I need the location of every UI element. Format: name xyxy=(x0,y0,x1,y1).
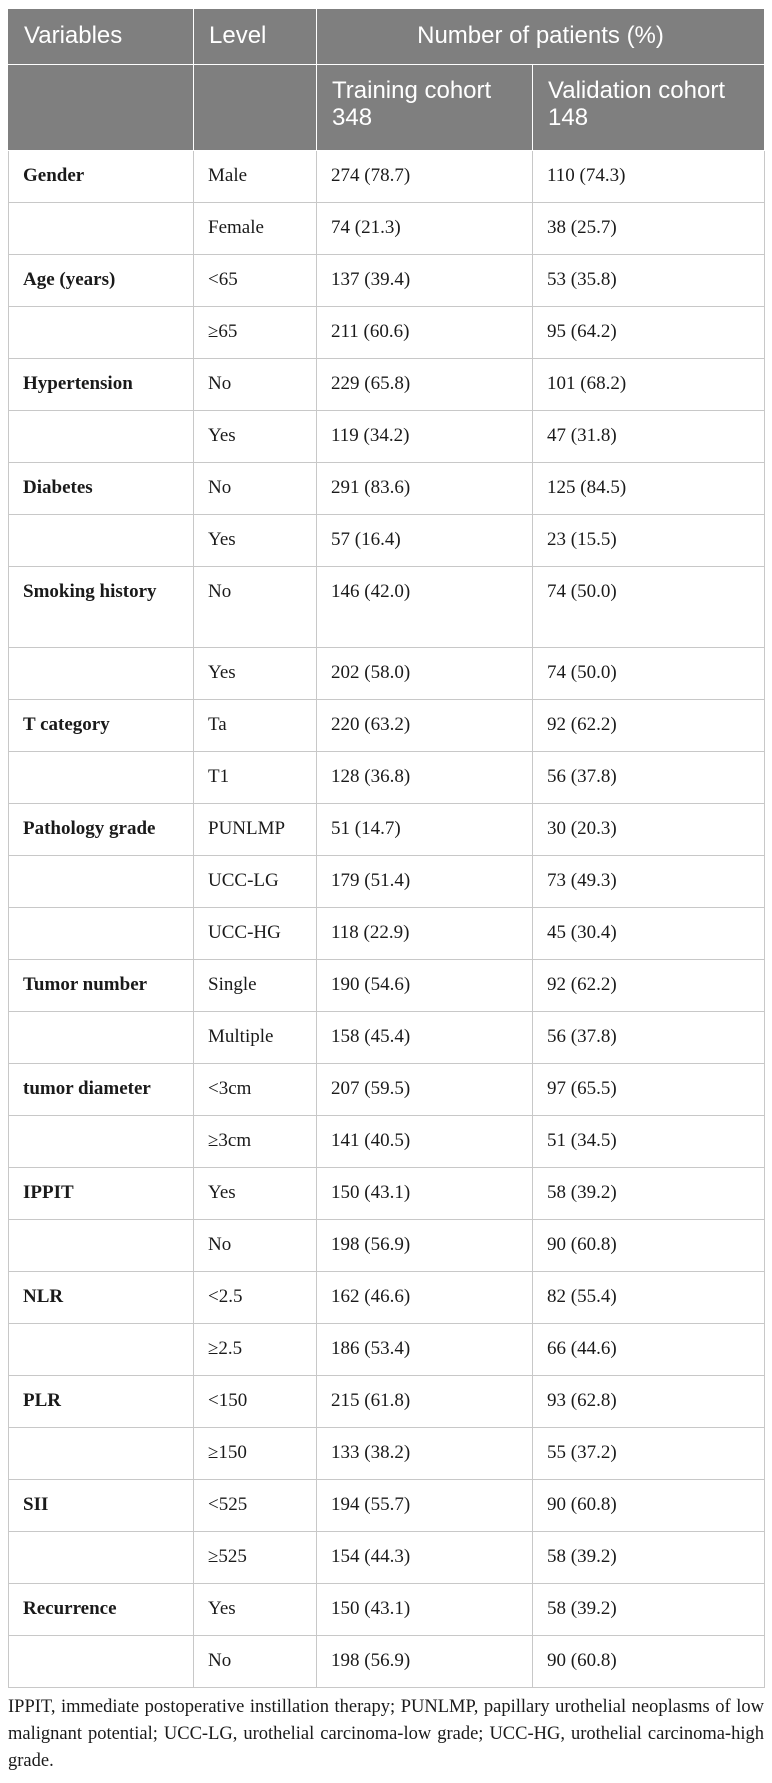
table-row xyxy=(9,1636,765,1688)
cell-level: Yes xyxy=(194,411,317,463)
cell-training-cohort: 198 (56.9) xyxy=(317,1220,533,1272)
cell-validation-cohort: 51 (34.5) xyxy=(533,1116,765,1168)
cell-training-cohort: 211 (60.6) xyxy=(317,307,533,359)
cell-validation-cohort: 95 (64.2) xyxy=(533,307,765,359)
cell-level: UCC-LG xyxy=(194,856,317,908)
table-row xyxy=(9,856,765,908)
cell-level: ≥65 xyxy=(194,307,317,359)
table-row xyxy=(9,700,765,752)
cell-variable: Gender xyxy=(9,151,194,203)
cell-training-cohort: 190 (54.6) xyxy=(317,960,533,1012)
cell-level: No xyxy=(194,359,317,411)
cell-training-cohort: 162 (46.6) xyxy=(317,1272,533,1324)
cell-training-cohort: 133 (38.2) xyxy=(317,1428,533,1480)
cell-training-cohort: 51 (14.7) xyxy=(317,804,533,856)
header-validation-cohort xyxy=(533,65,765,151)
cell-training-cohort: 274 (78.7) xyxy=(317,151,533,203)
cell-training-cohort: 198 (56.9) xyxy=(317,1636,533,1688)
cell-validation-cohort: 47 (31.8) xyxy=(533,411,765,463)
table-row xyxy=(9,203,765,255)
cell-level: Yes xyxy=(194,1584,317,1636)
table-body xyxy=(9,151,765,1688)
cell-level: Multiple xyxy=(194,1012,317,1064)
cell-variable xyxy=(9,1012,194,1064)
cell-variable: Diabetes xyxy=(9,463,194,515)
cell-level: PUNLMP xyxy=(194,804,317,856)
cell-validation-cohort: 58 (39.2) xyxy=(533,1532,765,1584)
table-row xyxy=(9,359,765,411)
cell-validation-cohort: 38 (25.7) xyxy=(533,203,765,255)
cell-variable xyxy=(9,1324,194,1376)
cell-level: No xyxy=(194,1220,317,1272)
header-empty-2 xyxy=(194,65,317,151)
cell-level: <150 xyxy=(194,1376,317,1428)
cell-variable: Recurrence xyxy=(9,1584,194,1636)
cell-validation-cohort: 92 (62.2) xyxy=(533,700,765,752)
cell-level: ≥2.5 xyxy=(194,1324,317,1376)
cell-variable xyxy=(9,203,194,255)
cell-training-cohort: 179 (51.4) xyxy=(317,856,533,908)
cell-level: No xyxy=(194,1636,317,1688)
cell-training-cohort: 74 (21.3) xyxy=(317,203,533,255)
cell-level: Single xyxy=(194,960,317,1012)
cell-training-cohort: 186 (53.4) xyxy=(317,1324,533,1376)
table-row xyxy=(9,908,765,960)
cell-training-cohort: 291 (83.6) xyxy=(317,463,533,515)
cell-variable: PLR xyxy=(9,1376,194,1428)
cell-validation-cohort: 58 (39.2) xyxy=(533,1584,765,1636)
cell-validation-cohort: 30 (20.3) xyxy=(533,804,765,856)
cell-training-cohort: 207 (59.5) xyxy=(317,1064,533,1116)
table-row xyxy=(9,1584,765,1636)
cell-training-cohort: 128 (36.8) xyxy=(317,752,533,804)
cell-training-cohort: 137 (39.4) xyxy=(317,255,533,307)
cell-level: Yes xyxy=(194,1168,317,1220)
cell-variable: Smoking history xyxy=(9,567,194,648)
cell-variable: tumor diameter xyxy=(9,1064,194,1116)
cell-validation-cohort: 92 (62.2) xyxy=(533,960,765,1012)
cell-training-cohort: 154 (44.3) xyxy=(317,1532,533,1584)
cell-training-cohort: 229 (65.8) xyxy=(317,359,533,411)
cell-training-cohort: 146 (42.0) xyxy=(317,567,533,648)
header-number-of-patients: Number of patients (%) xyxy=(317,9,765,65)
table-row xyxy=(9,567,765,648)
cell-variable xyxy=(9,856,194,908)
cell-variable: T category xyxy=(9,700,194,752)
cell-training-cohort: 215 (61.8) xyxy=(317,1376,533,1428)
cell-validation-cohort: 56 (37.8) xyxy=(533,752,765,804)
cell-validation-cohort: 125 (84.5) xyxy=(533,463,765,515)
cell-training-cohort: 119 (34.2) xyxy=(317,411,533,463)
validation-cohort-label: Validation cohort xyxy=(548,77,725,104)
cell-validation-cohort: 74 (50.0) xyxy=(533,567,765,648)
cell-variable xyxy=(9,908,194,960)
cell-variable: SII xyxy=(9,1480,194,1532)
cell-level: UCC-HG xyxy=(194,908,317,960)
cell-level: <3cm xyxy=(194,1064,317,1116)
cell-level: ≥3cm xyxy=(194,1116,317,1168)
cell-validation-cohort: 55 (37.2) xyxy=(533,1428,765,1480)
header-training-cohort xyxy=(317,65,533,151)
header-empty-1 xyxy=(9,65,194,151)
header-level: Level xyxy=(194,9,317,65)
header-row-2 xyxy=(9,65,765,151)
cell-level: <2.5 xyxy=(194,1272,317,1324)
cell-level: No xyxy=(194,463,317,515)
cell-validation-cohort: 93 (62.8) xyxy=(533,1376,765,1428)
cell-validation-cohort: 23 (15.5) xyxy=(533,515,765,567)
cell-training-cohort: 118 (22.9) xyxy=(317,908,533,960)
cell-validation-cohort: 66 (44.6) xyxy=(533,1324,765,1376)
cell-variable: Pathology grade xyxy=(9,804,194,856)
cell-validation-cohort: 82 (55.4) xyxy=(533,1272,765,1324)
table-row xyxy=(9,1272,765,1324)
cell-variable xyxy=(9,752,194,804)
cell-variable xyxy=(9,1532,194,1584)
validation-cohort-n: 148 xyxy=(548,104,589,131)
cell-validation-cohort: 110 (74.3) xyxy=(533,151,765,203)
header-variables: Variables xyxy=(9,9,194,65)
cell-validation-cohort: 74 (50.0) xyxy=(533,648,765,700)
table-row xyxy=(9,752,765,804)
cell-variable xyxy=(9,1428,194,1480)
table-row xyxy=(9,1532,765,1584)
cell-training-cohort: 150 (43.1) xyxy=(317,1168,533,1220)
header-row-1 xyxy=(9,9,765,65)
cell-level: ≥525 xyxy=(194,1532,317,1584)
cell-validation-cohort: 73 (49.3) xyxy=(533,856,765,908)
cell-training-cohort: 57 (16.4) xyxy=(317,515,533,567)
table-row xyxy=(9,1116,765,1168)
cell-variable xyxy=(9,1220,194,1272)
cell-level: Yes xyxy=(194,515,317,567)
table-row xyxy=(9,411,765,463)
cell-variable xyxy=(9,1116,194,1168)
cell-level: Male xyxy=(194,151,317,203)
cell-level: <525 xyxy=(194,1480,317,1532)
cell-variable xyxy=(9,515,194,567)
cell-training-cohort: 220 (63.2) xyxy=(317,700,533,752)
cell-validation-cohort: 53 (35.8) xyxy=(533,255,765,307)
cell-validation-cohort: 90 (60.8) xyxy=(533,1220,765,1272)
table-row xyxy=(9,1168,765,1220)
cell-level: Yes xyxy=(194,648,317,700)
training-cohort-label: Training cohort xyxy=(332,77,492,104)
cell-level: No xyxy=(194,567,317,648)
cell-variable: Age (years) xyxy=(9,255,194,307)
cell-validation-cohort: 90 (60.8) xyxy=(533,1636,765,1688)
table-row xyxy=(9,1428,765,1480)
cell-level: <65 xyxy=(194,255,317,307)
cell-variable: Hypertension xyxy=(9,359,194,411)
table-row xyxy=(9,960,765,1012)
cell-validation-cohort: 45 (30.4) xyxy=(533,908,765,960)
cell-training-cohort: 194 (55.7) xyxy=(317,1480,533,1532)
table-row xyxy=(9,1012,765,1064)
cell-training-cohort: 158 (45.4) xyxy=(317,1012,533,1064)
patient-characteristics-table-container xyxy=(8,8,764,1688)
table-row xyxy=(9,307,765,359)
cell-variable: IPPIT xyxy=(9,1168,194,1220)
cell-level: Female xyxy=(194,203,317,255)
cell-variable xyxy=(9,411,194,463)
cell-variable xyxy=(9,1636,194,1688)
table-row xyxy=(9,804,765,856)
table-row xyxy=(9,648,765,700)
cell-level: T1 xyxy=(194,752,317,804)
table-row xyxy=(9,1376,765,1428)
table-row xyxy=(9,1064,765,1116)
cell-validation-cohort: 97 (65.5) xyxy=(533,1064,765,1116)
table-row xyxy=(9,1220,765,1272)
cell-variable: Tumor number xyxy=(9,960,194,1012)
table-row xyxy=(9,463,765,515)
cell-variable xyxy=(9,648,194,700)
cell-training-cohort: 202 (58.0) xyxy=(317,648,533,700)
cell-validation-cohort: 101 (68.2) xyxy=(533,359,765,411)
table-row xyxy=(9,255,765,307)
cell-validation-cohort: 56 (37.8) xyxy=(533,1012,765,1064)
table-footnote: IPPIT, immediate postoperative instillation therapy; PUNLMP, papillary urothelial neoplasms of low malignant potential; UCC-LG, urothelial carcinoma-low grade; UCC-HG, urothelial carcinoma-high grade. xyxy=(8,1697,764,1771)
patient-characteristics-table xyxy=(8,8,765,1688)
training-cohort-n: 348 xyxy=(332,104,373,131)
table-header xyxy=(9,9,765,151)
cell-variable xyxy=(9,307,194,359)
cell-variable: NLR xyxy=(9,1272,194,1324)
cell-level: ≥150 xyxy=(194,1428,317,1480)
cell-training-cohort: 150 (43.1) xyxy=(317,1584,533,1636)
cell-training-cohort: 141 (40.5) xyxy=(317,1116,533,1168)
table-row xyxy=(9,151,765,203)
cell-validation-cohort: 58 (39.2) xyxy=(533,1168,765,1220)
cell-level: Ta xyxy=(194,700,317,752)
cell-validation-cohort: 90 (60.8) xyxy=(533,1480,765,1532)
table-row xyxy=(9,1480,765,1532)
table-row xyxy=(9,515,765,567)
table-row xyxy=(9,1324,765,1376)
